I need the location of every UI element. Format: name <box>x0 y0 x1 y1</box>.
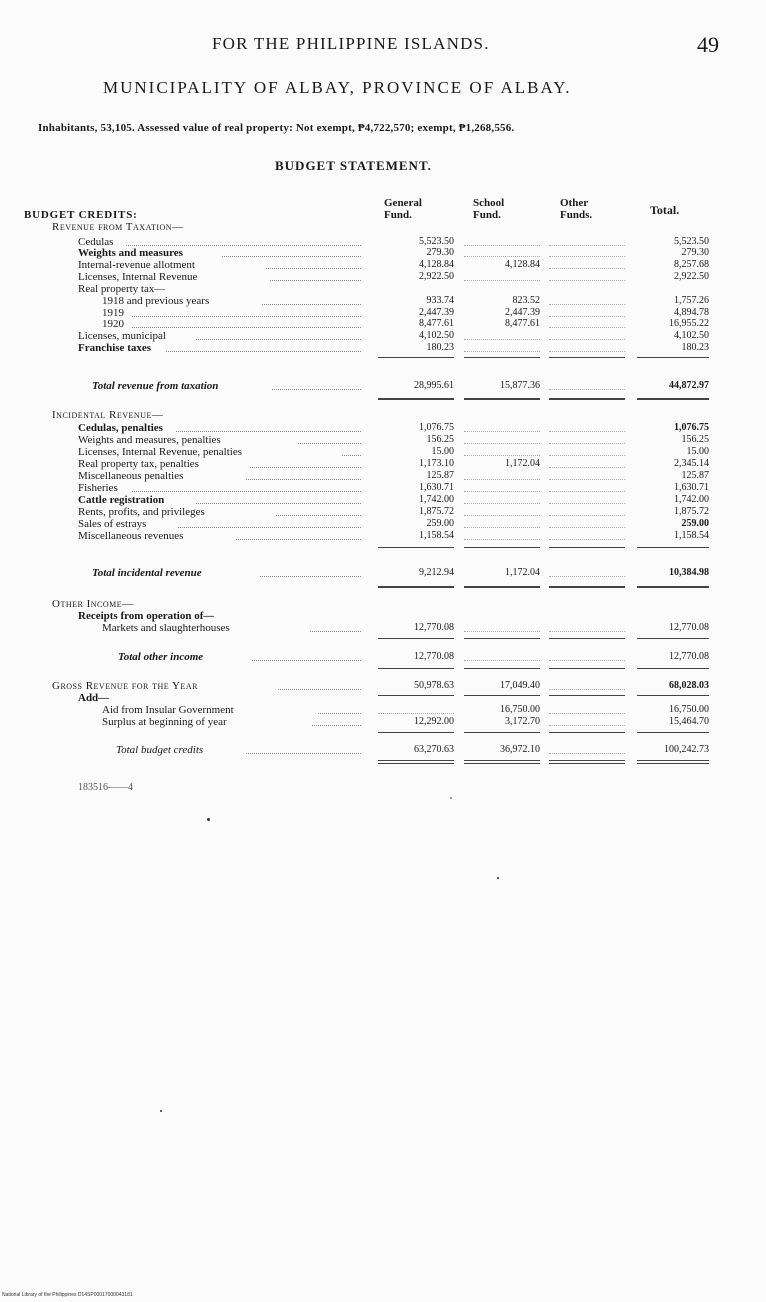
page-header <box>0 32 766 62</box>
table-row: Sales of estrays 259.00 259.00 <box>78 518 709 530</box>
section-revenue-from-taxation: Revenue from Taxation— <box>52 221 184 233</box>
table-row: Miscellaneous penalties 125.87 125.87 <box>78 470 709 482</box>
total-row-other-income: Total other income 12,770.08 12,770.08 <box>118 651 709 663</box>
table-row: Miscellaneous revenues 1,158.54 1,158.54 <box>78 530 709 542</box>
table-row: Real property tax, penalties 1,173.10 1,172.04 2,345.14 <box>78 458 709 470</box>
scan-speck <box>207 818 210 821</box>
printer-signature: 183516——4 <box>78 782 133 793</box>
table-row: Licenses, Internal Revenue, penalties 15.00 15.00 <box>78 446 709 458</box>
scan-speck <box>497 877 499 879</box>
municipality-title: MUNICIPALITY OF ALBAY, PROVINCE OF ALBAY. <box>103 78 572 97</box>
table-row: Add— <box>78 692 110 704</box>
column-total: Total. <box>650 203 680 217</box>
scan-speck <box>160 1110 162 1112</box>
table-row: Aid from Insular Government 16,750.00 16,750.00 <box>102 704 709 716</box>
table-row: Rents, profits, and privileges 1,875.72 1,875.72 <box>78 506 709 518</box>
table-row: 1920 8,477.61 8,477.61 16,955.22 <box>102 318 709 330</box>
subtotal-rule <box>378 357 454 358</box>
table-row: Cedulas, penalties 1,076.75 1,076.75 <box>78 422 709 434</box>
table-row: Real property tax— <box>78 283 166 295</box>
table-row: Franchise taxes 180.23 180.23 <box>78 342 709 354</box>
table-row: Internal-revenue allotment 4,128.84 4,128.84 8,257.68 <box>78 259 709 271</box>
total-row-incidental: Total incidental revenue 9,212.94 1,172.04 10,384.98 <box>92 567 709 579</box>
section-other-income: Other Income— <box>52 598 134 610</box>
table-row: Fisheries 1,630.71 1,630.71 <box>78 482 709 494</box>
subtotal-rule <box>637 357 709 358</box>
running-head: FOR THE PHILIPPINE ISLANDS. <box>212 34 490 53</box>
page-number: 49 <box>697 32 719 57</box>
table-row: Weights and measures 279.30 279.30 <box>78 247 709 259</box>
column-other-funds: Other Funds. <box>560 197 593 221</box>
total-row-budget-credits: Total budget credits 63,270.63 36,972.10 100,242.73 <box>116 744 709 756</box>
table-row: Cedulas 5,523.50 5,523.50 <box>78 236 709 248</box>
column-general-fund: General Fund. <box>384 197 422 221</box>
table-row: Licenses, Internal Revenue 2,922.50 2,922.50 <box>78 271 709 283</box>
section-budget-credits: BUDGET CREDITS: <box>24 209 138 221</box>
subtotal-rule <box>549 357 625 358</box>
statement-title: BUDGET STATEMENT. <box>275 158 432 173</box>
table-row: 1919 2,447.39 2,447.39 4,894.78 <box>102 307 709 319</box>
table-row: Markets and slaughterhouses 12,770.08 12,770.08 <box>102 622 709 634</box>
table-row: 1918 and previous years 933.74 823.52 1,757.26 <box>102 295 709 307</box>
table-row: Cattle registration 1,742.00 1,742.00 <box>78 494 709 506</box>
table-row: Receipts from operation of— <box>78 610 215 622</box>
section-incidental-revenue: Incidental Revenue— <box>52 409 164 421</box>
library-credit: National Library of the Philippines D14SP00017000043181 <box>2 1292 133 1298</box>
total-row-taxation: Total revenue from taxation 28,995.61 15,877.36 44,872.97 <box>92 380 709 392</box>
table-row: Weights and measures, penalties 156.25 156.25 <box>78 434 709 446</box>
inhabitants-info: Inhabitants, 53,105. Assessed value of real property: Not exempt, ₱4,722,570; exempt, ₱1,268,556. <box>38 122 515 134</box>
scan-speck <box>450 797 452 799</box>
table-row: Surplus at beginning of year 12,292.00 3,172.70 15,464.70 <box>102 716 709 728</box>
column-school-fund: School Fund. <box>473 197 505 221</box>
subtotal-rule <box>464 357 540 358</box>
table-row: Licenses, municipal 4,102.50 4,102.50 <box>78 330 709 342</box>
gross-revenue-row: Gross Revenue for the Year 50,978.63 17,049.40 68,028.03 <box>52 680 709 692</box>
